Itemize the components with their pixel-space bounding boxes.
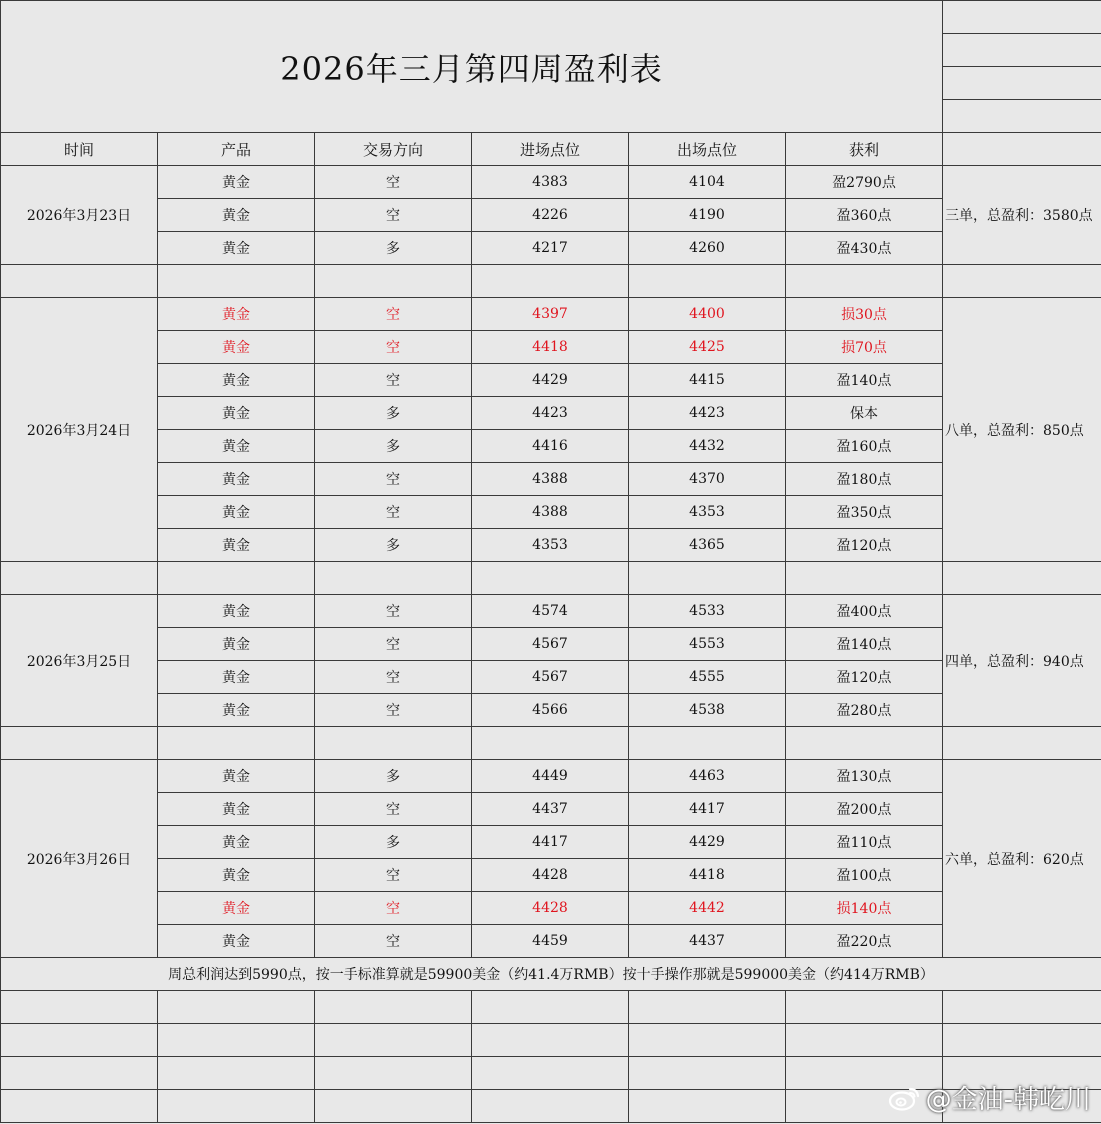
exit-cell: 4429 <box>629 826 786 859</box>
entry-cell: 4418 <box>472 331 629 364</box>
direction-cell: 多 <box>315 232 472 265</box>
product-cell: 黄金 <box>158 430 315 463</box>
empty-cell <box>943 727 1101 760</box>
spacer-row <box>1 265 1101 298</box>
empty-cell <box>315 1090 472 1123</box>
spacer-row <box>1 562 1101 595</box>
empty-cell <box>943 34 1101 67</box>
exit-cell: 4533 <box>629 595 786 628</box>
table-row <box>1 463 1101 496</box>
date-cell: 2026年3月25日 <box>1 595 158 727</box>
profit-cell: 损140点 <box>786 892 943 925</box>
direction-cell: 空 <box>315 694 472 727</box>
profit-cell: 盈280点 <box>786 694 943 727</box>
empty-cell <box>1 1057 158 1090</box>
direction-cell: 空 <box>315 859 472 892</box>
product-cell: 黄金 <box>158 529 315 562</box>
direction-cell: 空 <box>315 661 472 694</box>
empty-cell <box>629 1057 786 1090</box>
product-cell: 黄金 <box>158 661 315 694</box>
exit-cell: 4538 <box>629 694 786 727</box>
entry-cell: 4388 <box>472 463 629 496</box>
weekly-total-note: 周总利润达到5990点，按一手标准算就是59900美金（约41.4万RMB）按十手操作那就是599000美金（约414万RMB） <box>1 958 1101 991</box>
header-exit: 出场点位 <box>629 133 786 166</box>
exit-cell: 4425 <box>629 331 786 364</box>
exit-cell: 4260 <box>629 232 786 265</box>
product-cell: 黄金 <box>158 793 315 826</box>
table-row <box>1 925 1101 958</box>
day-summary-cell: 三单，总盈利：3580点 <box>943 166 1101 265</box>
direction-cell: 多 <box>315 430 472 463</box>
profit-cell: 盈430点 <box>786 232 943 265</box>
empty-cell <box>472 265 629 298</box>
table-row <box>1 529 1101 562</box>
table-row <box>1 826 1101 859</box>
product-cell: 黄金 <box>158 595 315 628</box>
product-cell: 黄金 <box>158 166 315 199</box>
profit-cell: 保本 <box>786 397 943 430</box>
spacer-row <box>1 991 1101 1024</box>
table-row <box>1 232 1101 265</box>
empty-cell <box>629 265 786 298</box>
exit-cell: 4400 <box>629 298 786 331</box>
empty-cell <box>786 727 943 760</box>
product-cell: 黄金 <box>158 331 315 364</box>
product-cell: 黄金 <box>158 859 315 892</box>
header-time: 时间 <box>1 133 158 166</box>
table-row <box>1 694 1101 727</box>
entry-cell: 4423 <box>472 397 629 430</box>
empty-cell <box>158 1024 315 1057</box>
empty-cell <box>1 1024 158 1057</box>
entry-cell: 4388 <box>472 496 629 529</box>
profit-cell: 盈400点 <box>786 595 943 628</box>
exit-cell: 4353 <box>629 496 786 529</box>
profit-cell: 盈120点 <box>786 529 943 562</box>
empty-cell <box>158 727 315 760</box>
table-row <box>1 199 1101 232</box>
product-cell: 黄金 <box>158 694 315 727</box>
empty-cell <box>315 991 472 1024</box>
product-cell: 黄金 <box>158 628 315 661</box>
exit-cell: 4555 <box>629 661 786 694</box>
profit-cell: 盈100点 <box>786 859 943 892</box>
profit-cell: 损70点 <box>786 331 943 364</box>
direction-cell: 空 <box>315 892 472 925</box>
header-direction: 交易方向 <box>315 133 472 166</box>
table-row <box>1 760 1101 793</box>
entry-cell: 4417 <box>472 826 629 859</box>
empty-cell <box>1 727 158 760</box>
profit-cell: 盈350点 <box>786 496 943 529</box>
empty-cell <box>943 265 1101 298</box>
direction-cell: 多 <box>315 760 472 793</box>
product-cell: 黄金 <box>158 496 315 529</box>
empty-cell <box>472 1090 629 1123</box>
profit-cell: 盈140点 <box>786 364 943 397</box>
header-row <box>1 133 1101 166</box>
empty-cell <box>786 562 943 595</box>
profit-cell: 盈120点 <box>786 661 943 694</box>
header-entry: 进场点位 <box>472 133 629 166</box>
empty-cell <box>786 991 943 1024</box>
empty-cell <box>943 67 1101 100</box>
date-cell: 2026年3月26日 <box>1 760 158 958</box>
product-cell: 黄金 <box>158 760 315 793</box>
entry-cell: 4429 <box>472 364 629 397</box>
table-row <box>1 595 1101 628</box>
profit-cell: 盈2790点 <box>786 166 943 199</box>
empty-cell <box>786 265 943 298</box>
table-row <box>1 496 1101 529</box>
exit-cell: 4442 <box>629 892 786 925</box>
entry-cell: 4574 <box>472 595 629 628</box>
empty-cell <box>472 727 629 760</box>
profit-cell: 盈200点 <box>786 793 943 826</box>
entry-cell: 4459 <box>472 925 629 958</box>
product-cell: 黄金 <box>158 364 315 397</box>
profit-cell: 盈110点 <box>786 826 943 859</box>
weibo-icon <box>888 1084 922 1112</box>
table-row <box>1 892 1101 925</box>
empty-cell <box>1 265 158 298</box>
entry-cell: 4383 <box>472 166 629 199</box>
empty-cell <box>158 562 315 595</box>
direction-cell: 空 <box>315 166 472 199</box>
profit-cell: 盈130点 <box>786 760 943 793</box>
empty-cell <box>472 1024 629 1057</box>
exit-cell: 4437 <box>629 925 786 958</box>
empty-cell <box>158 265 315 298</box>
entry-cell: 4567 <box>472 661 629 694</box>
profit-cell: 盈140点 <box>786 628 943 661</box>
product-cell: 黄金 <box>158 925 315 958</box>
direction-cell: 空 <box>315 628 472 661</box>
profit-cell: 损30点 <box>786 298 943 331</box>
empty-cell <box>629 727 786 760</box>
empty-cell <box>158 1090 315 1123</box>
empty-cell <box>158 1057 315 1090</box>
direction-cell: 空 <box>315 199 472 232</box>
table-row <box>1 793 1101 826</box>
exit-cell: 4417 <box>629 793 786 826</box>
direction-cell: 空 <box>315 595 472 628</box>
entry-cell: 4428 <box>472 892 629 925</box>
empty-cell <box>315 727 472 760</box>
table-row <box>1 298 1101 331</box>
day-summary-cell: 四单，总盈利：940点 <box>943 595 1101 727</box>
table-title: 2026年三月第四周盈利表 <box>1 1 943 133</box>
direction-cell: 空 <box>315 364 472 397</box>
entry-cell: 4226 <box>472 199 629 232</box>
day-summary-cell: 八单，总盈利：850点 <box>943 298 1101 562</box>
exit-cell: 4553 <box>629 628 786 661</box>
empty-cell <box>943 562 1101 595</box>
exit-cell: 4370 <box>629 463 786 496</box>
table-row <box>1 628 1101 661</box>
empty-cell <box>629 562 786 595</box>
exit-cell: 4418 <box>629 859 786 892</box>
spacer-row <box>1 727 1101 760</box>
footnote-row <box>1 958 1101 991</box>
empty-cell <box>629 1090 786 1123</box>
entry-cell: 4428 <box>472 859 629 892</box>
product-cell: 黄金 <box>158 892 315 925</box>
exit-cell: 4432 <box>629 430 786 463</box>
entry-cell: 4217 <box>472 232 629 265</box>
product-cell: 黄金 <box>158 199 315 232</box>
direction-cell: 多 <box>315 826 472 859</box>
empty-cell <box>943 1024 1101 1057</box>
empty-cell <box>472 991 629 1024</box>
product-cell: 黄金 <box>158 463 315 496</box>
spacer-row <box>1 1024 1101 1057</box>
empty-cell <box>472 562 629 595</box>
header-product: 产品 <box>158 133 315 166</box>
direction-cell: 空 <box>315 925 472 958</box>
empty-cell <box>315 265 472 298</box>
entry-cell: 4437 <box>472 793 629 826</box>
empty-cell <box>943 1 1101 34</box>
exit-cell: 4190 <box>629 199 786 232</box>
profit-cell: 盈220点 <box>786 925 943 958</box>
table-row <box>1 166 1101 199</box>
direction-cell: 空 <box>315 793 472 826</box>
watermark-text: @金油-韩屹川 <box>925 1085 1091 1115</box>
empty-cell <box>1 991 158 1024</box>
table-row <box>1 661 1101 694</box>
empty-cell <box>943 100 1101 133</box>
entry-cell: 4416 <box>472 430 629 463</box>
empty-cell <box>158 991 315 1024</box>
empty-cell <box>786 1024 943 1057</box>
date-cell: 2026年3月24日 <box>1 298 158 562</box>
header-profit: 获利 <box>786 133 943 166</box>
exit-cell: 4463 <box>629 760 786 793</box>
exit-cell: 4415 <box>629 364 786 397</box>
empty-cell <box>1 562 158 595</box>
table-row <box>1 859 1101 892</box>
weibo-watermark <box>888 1079 1091 1116</box>
table-row <box>1 430 1101 463</box>
table-row <box>1 397 1101 430</box>
empty-cell <box>943 133 1101 166</box>
entry-cell: 4397 <box>472 298 629 331</box>
product-cell: 黄金 <box>158 298 315 331</box>
table-row <box>1 331 1101 364</box>
day-summary-cell: 六单，总盈利：620点 <box>943 760 1101 958</box>
entry-cell: 4566 <box>472 694 629 727</box>
entry-cell: 4449 <box>472 760 629 793</box>
empty-cell <box>315 562 472 595</box>
exit-cell: 4423 <box>629 397 786 430</box>
entry-cell: 4353 <box>472 529 629 562</box>
direction-cell: 空 <box>315 298 472 331</box>
empty-cell <box>315 1024 472 1057</box>
date-cell: 2026年3月23日 <box>1 166 158 265</box>
direction-cell: 空 <box>315 496 472 529</box>
empty-cell <box>629 991 786 1024</box>
exit-cell: 4104 <box>629 166 786 199</box>
exit-cell: 4365 <box>629 529 786 562</box>
direction-cell: 多 <box>315 397 472 430</box>
product-cell: 黄金 <box>158 826 315 859</box>
direction-cell: 空 <box>315 463 472 496</box>
profit-cell: 盈360点 <box>786 199 943 232</box>
profit-cell: 盈180点 <box>786 463 943 496</box>
product-cell: 黄金 <box>158 232 315 265</box>
empty-cell <box>315 1057 472 1090</box>
table-row <box>1 364 1101 397</box>
empty-cell <box>629 1024 786 1057</box>
product-cell: 黄金 <box>158 397 315 430</box>
direction-cell: 多 <box>315 529 472 562</box>
entry-cell: 4567 <box>472 628 629 661</box>
profit-cell: 盈160点 <box>786 430 943 463</box>
empty-cell <box>472 1057 629 1090</box>
direction-cell: 空 <box>315 331 472 364</box>
empty-cell <box>943 991 1101 1024</box>
empty-cell <box>1 1090 158 1123</box>
